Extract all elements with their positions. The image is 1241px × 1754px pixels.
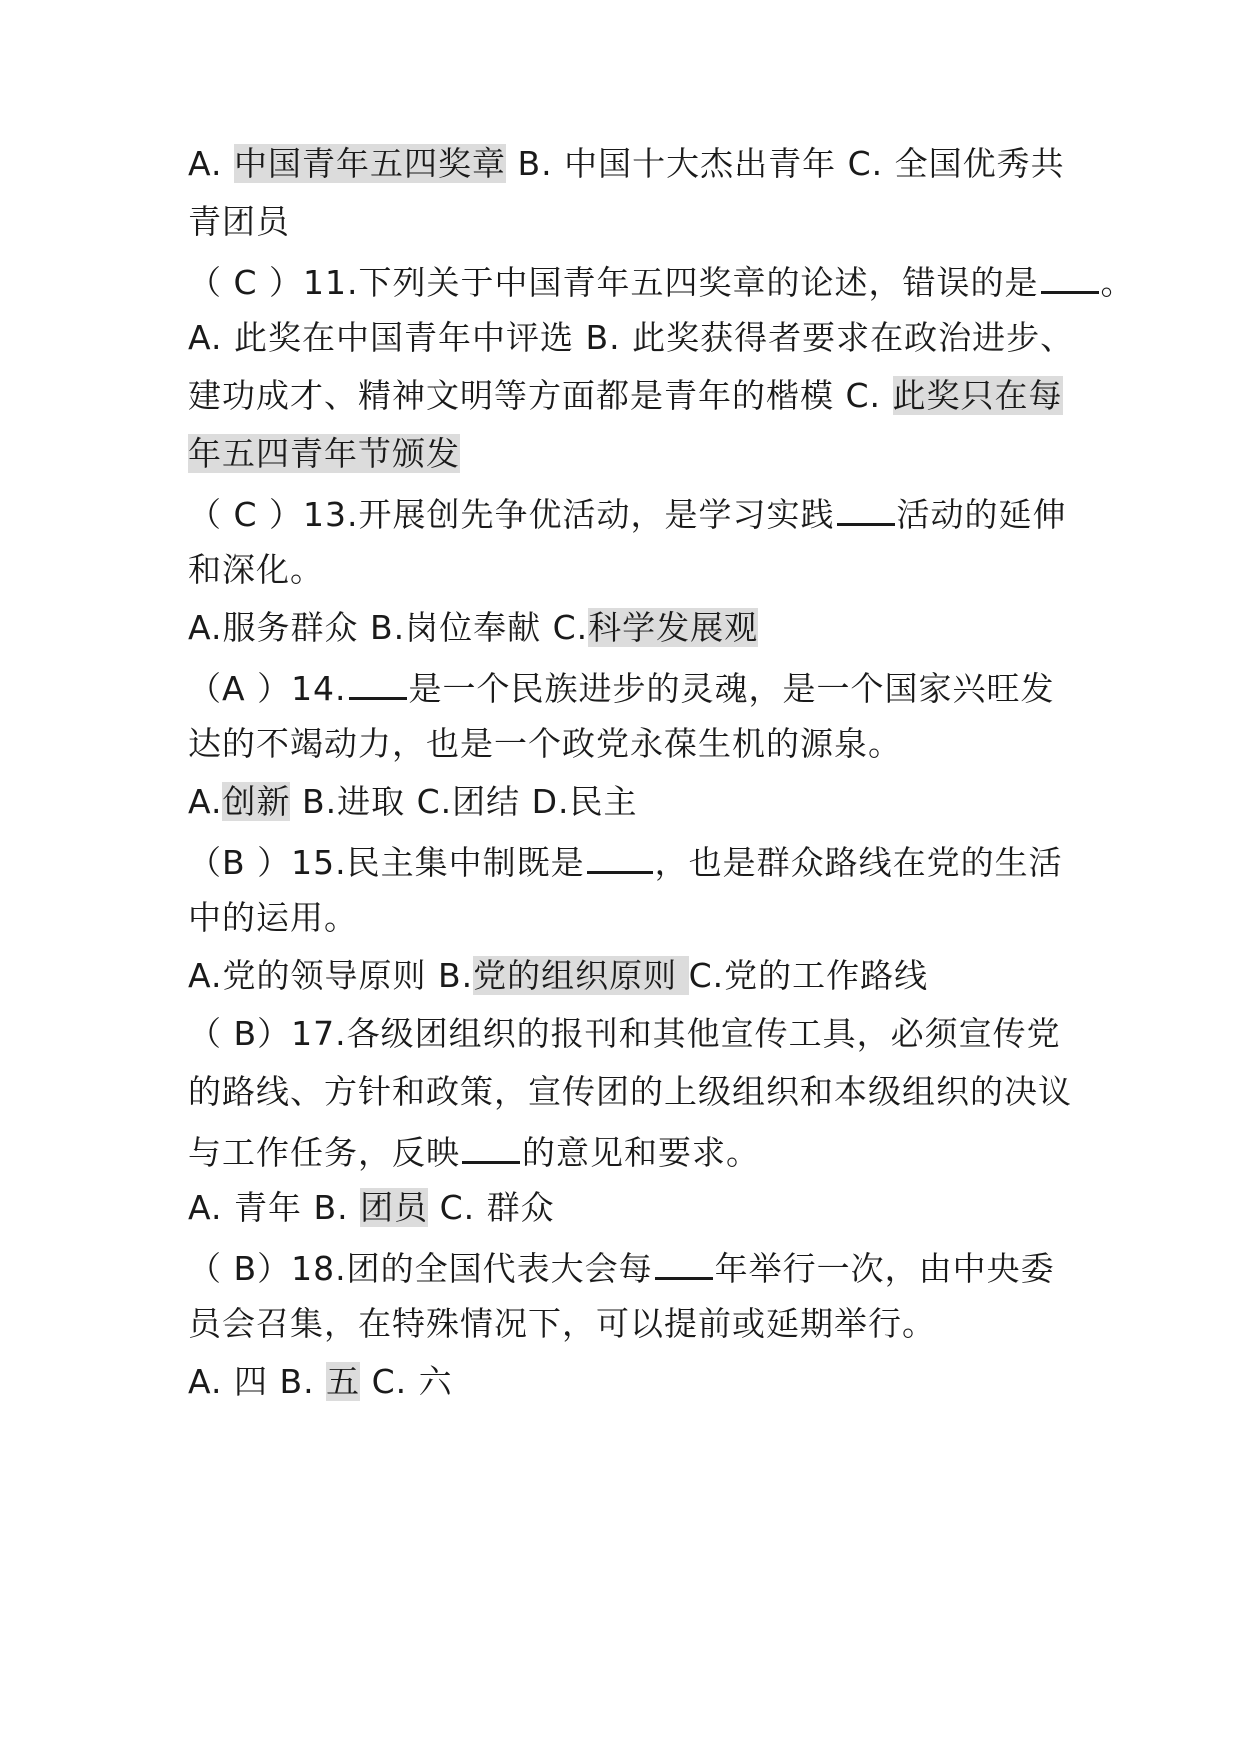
option-line-q11 — [188, 313, 1074, 363]
highlighted-answer: 中国青年五四奖章 — [233, 144, 506, 183]
option-text: C. 群众 — [428, 1188, 555, 1227]
text-line: 员会召集，在特殊情况下，可以提前或延期举行。 — [188, 1304, 936, 1343]
answer-blank — [1041, 255, 1099, 294]
option-line-q14 — [188, 777, 638, 827]
option-line-q11-cont — [188, 371, 1063, 421]
question-18 — [188, 1241, 1055, 1291]
question-text-end: 的意见和要求。 — [522, 1133, 760, 1172]
question-17 — [188, 1009, 1061, 1059]
option-prefix: A. — [188, 144, 234, 183]
text-line: 的路线、方针和政策，宣传团的上级组织和本级组织的决议 — [188, 1072, 1072, 1111]
text-line: A. 此奖在中国青年中评选 B. 此奖获得者要求在政治进步、 — [188, 318, 1075, 357]
question-text: （ C ）13.开展创先争优活动，是学习实践 — [188, 495, 835, 534]
question-15 — [188, 835, 1063, 885]
highlighted-answer: 科学发展观 — [588, 608, 759, 647]
text-line: 达的不竭动力，也是一个政党永葆生机的源泉。 — [188, 724, 902, 763]
option-text: B. 中国十大杰出青年 C. 全国优秀共 — [505, 144, 1065, 183]
option-line-q10 — [188, 139, 1065, 189]
question-17-cont — [188, 1067, 1072, 1117]
question-18-cont — [188, 1299, 936, 1349]
highlighted-answer: 年五四青年节颁发 — [188, 434, 460, 473]
question-11 — [188, 255, 1135, 305]
highlighted-answer: 党的组织原则 — [473, 956, 689, 995]
option-text: C. 六 — [360, 1362, 453, 1401]
highlighted-answer: 五 — [326, 1362, 361, 1401]
question-text: 与工作任务，反映 — [188, 1133, 460, 1172]
option-line-q15 — [188, 951, 928, 1001]
option-prefix: A. 青年 B. — [188, 1188, 361, 1227]
question-text-end: 是一个民族进步的灵魂，是一个国家兴旺发 — [408, 669, 1055, 708]
option-text: C.党的工作路线 — [688, 956, 929, 995]
answer-blank — [655, 1241, 713, 1280]
answer-blank — [587, 835, 653, 874]
option-text: 建功成才、精神文明等方面都是青年的楷模 C. — [188, 376, 893, 415]
text-line: 和深化。 — [188, 550, 324, 589]
option-text: A.服务群众 B.岗位奉献 C. — [188, 608, 589, 647]
option-prefix: A. — [188, 782, 223, 821]
text-line: 中的运用。 — [188, 898, 358, 937]
text-line: （ B）17.各级团组织的报刊和其他宣传工具，必须宣传党 — [188, 1014, 1061, 1053]
answer-blank — [837, 487, 895, 526]
option-prefix: A.党的领导原则 B. — [188, 956, 474, 995]
question-text: （A ）14. — [188, 669, 347, 708]
question-text-end: 年举行一次，由中央委 — [714, 1249, 1055, 1288]
option-line-q18 — [188, 1357, 453, 1407]
question-14-cont — [188, 719, 902, 769]
question-13 — [188, 487, 1067, 537]
question-13-cont — [188, 545, 324, 595]
option-text: B.进取 C.团结 D.民主 — [290, 782, 638, 821]
text-line: 青团员 — [188, 202, 290, 241]
question-text: （ C ）11.下列关于中国青年五四奖章的论述，错误的是 — [188, 263, 1039, 302]
highlighted-answer: 此奖只在每 — [892, 376, 1063, 415]
option-line-q10-cont — [188, 197, 290, 247]
question-text: （B ）15.民主集中制既是 — [188, 843, 585, 882]
question-15-cont — [188, 893, 358, 943]
option-line-q13 — [188, 603, 758, 653]
option-line-q17 — [188, 1183, 555, 1233]
question-text: （ B）18.团的全国代表大会每 — [188, 1249, 653, 1288]
question-text-end: ，也是群众路线在党的生活 — [654, 843, 1063, 882]
answer-blank — [462, 1125, 520, 1164]
question-17-cont2 — [188, 1125, 760, 1175]
question-text-end: 活动的延伸 — [896, 495, 1067, 534]
highlighted-answer: 创新 — [222, 782, 291, 821]
question-14 — [188, 661, 1055, 711]
answer-blank — [349, 661, 407, 700]
option-line-q11-cont2 — [188, 429, 460, 479]
highlighted-answer: 团员 — [360, 1188, 429, 1227]
question-text-end: 。 — [1100, 263, 1135, 302]
option-prefix: A. 四 B. — [188, 1362, 327, 1401]
